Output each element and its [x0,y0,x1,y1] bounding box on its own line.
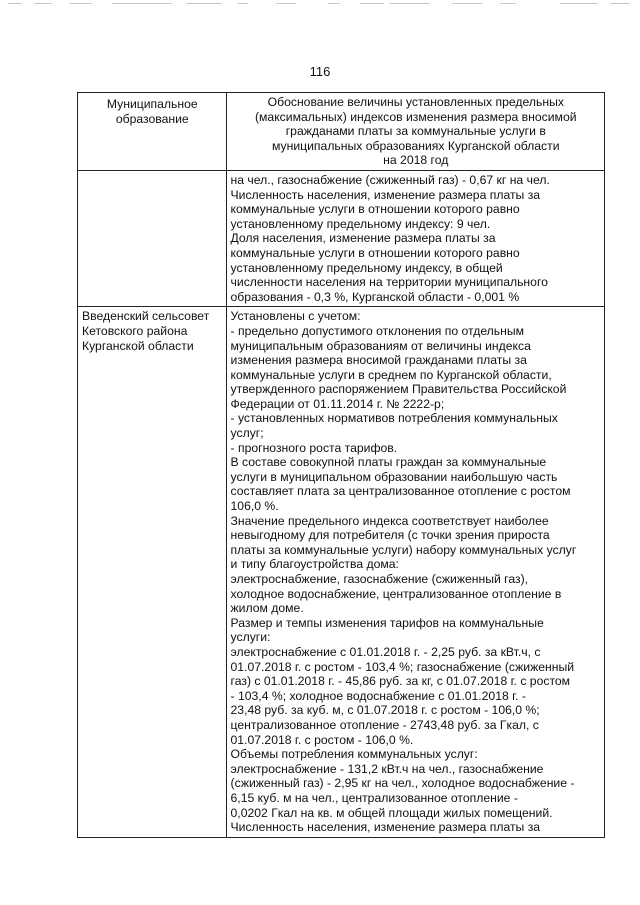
text-line: электроснабжение - 131,2 кВт.ч на чел., газоснабжение [230,761,544,776]
text-line: муниципальным образованиям от величины индекса [230,338,531,353]
header-justification [226,93,604,171]
text-line: платы за коммунальные услуги) набору коммунальных услуг [230,542,577,557]
text-line: услуг; [230,426,264,441]
text-line: услуги: [230,630,271,645]
text-line: Объемы потребления коммунальных услуг: [230,747,478,762]
municipality-line: Курганской области [82,338,194,353]
text-line: образования - 0,3 %, Курганской области - 0,001 % [230,289,520,304]
text-line: численности населения на территории муниципального [230,275,548,290]
vvedensky-municipality-cell [78,307,227,837]
header-col2-line: муниципальных образованиях Курганской области [272,138,560,153]
text-line: составляет плата за централизованное отопление с ростом [230,484,571,499]
header-col1-line: образование [115,111,189,126]
text-line: 01.07.2018 г. с ростом - 106,0 %. [230,732,414,747]
text-line: 106,0 %. [230,499,279,514]
text-line: - 103,4 %; холодное водоснабжение с 01.01.2018 г. - [230,688,526,703]
text-line: коммунальные услуги в отношении которого равно [230,202,520,217]
municipality-line: Введенский сельсовет [82,309,210,324]
text-line: Федерации от 01.11.2014 г. № 2222-р; [230,396,445,411]
text-line: Размер и темпы изменения тарифов на коммунальные [230,615,544,630]
text-line: и типу благоустройства дома: [230,557,399,572]
text-line: холодное водоснабжение, централизованное отопление в [230,586,562,601]
text-line: изменения размера вносимой гражданами платы за [230,353,527,368]
text-line: 6,15 куб. м на чел., централизованное отопление - [230,790,518,805]
text-line: установленному предельному индексу: 9 чел. [230,216,491,231]
text-line: Численность населения, изменение размера платы за [230,187,541,202]
text-line: Доля населения, изменение размера платы за [230,231,496,246]
tariff-justification-table [77,92,605,838]
text-line: Установлены с учетом: [230,309,361,324]
header-municipality [78,93,227,171]
header-col2-line: (максимальных) индексов изменения размера вносимой [254,109,577,124]
text-line: централизованное отопление - 2743,48 руб. за Гкал, с [230,717,539,732]
text-line: на чел., газоснабжение (сжиженный газ) - 0,67 кг на чел. [230,172,550,187]
table-row-vvedensky [78,307,605,837]
text-line: (сжиженный газ) - 2,95 кг на чел., холодное водоснабжение - [230,776,575,791]
text-line: услуги в муниципальном образовании наибольшую часть [230,469,558,484]
header-col2-line: гражданами платы за коммунальные услуги в [285,124,546,139]
text-line: - предельно допустимого отклонения по отдельным [230,323,525,338]
text-line: электроснабжение с 01.01.2018 г. - 2,25 руб. за кВт.ч, с [230,644,541,659]
text-line: - установленных нормативов потребления коммунальных [230,411,558,426]
text-line: коммунальные услуги в отношении которого равно [230,245,520,260]
table-header-row [78,93,605,171]
continued-justification-cell [226,170,604,306]
text-line: коммунальные услуги в среднем по Курганской области, [230,367,552,382]
scan-artifact-line [0,0,640,8]
header-col2-line: Обоснование величины установленных предельных [267,95,564,109]
table-row-continued [78,170,605,306]
text-line: невыгодному для потребителя (с точки зрения прироста [230,528,550,543]
text-line: газ) с 01.01.2018 г. - 45,86 руб. за кг, с 01.07.2018 г. с ростом [230,674,571,689]
text-line: 23,48 руб. за куб. м, с 01.07.2018 г. с ростом - 106,0 %; [230,703,540,718]
page-number: 116 [309,64,331,79]
municipality-line: Кетовского района [82,323,188,338]
text-line: электроснабжение, газоснабжение (сжиженный газ), [230,572,529,586]
text-line: утвержденного распоряжением Правительства Российской [230,382,567,397]
text-line: жилом доме. [230,601,304,616]
text-line: Значение предельного индекса соответствует наиболее [230,513,549,528]
header-col1-line: Муниципальное [106,97,198,111]
text-line: В составе совокупной платы граждан за коммунальные [230,455,547,470]
header-col2-line: на 2018 год [383,153,449,168]
continued-municipality-cell [78,170,227,306]
text-line: - прогнозного роста тарифов. [230,440,398,455]
text-line: 01.07.2018 г. с ростом - 103,4 %; газоснабжение (сжиженный [230,659,575,674]
text-line: Численность населения, изменение размера платы за [230,820,541,835]
vvedensky-justification-cell [226,307,604,837]
text-line: установленному предельному индексу, в общей [230,260,503,275]
text-line: 0,0202 Гкал на кв. м общей площади жилых помещений. [230,805,553,820]
